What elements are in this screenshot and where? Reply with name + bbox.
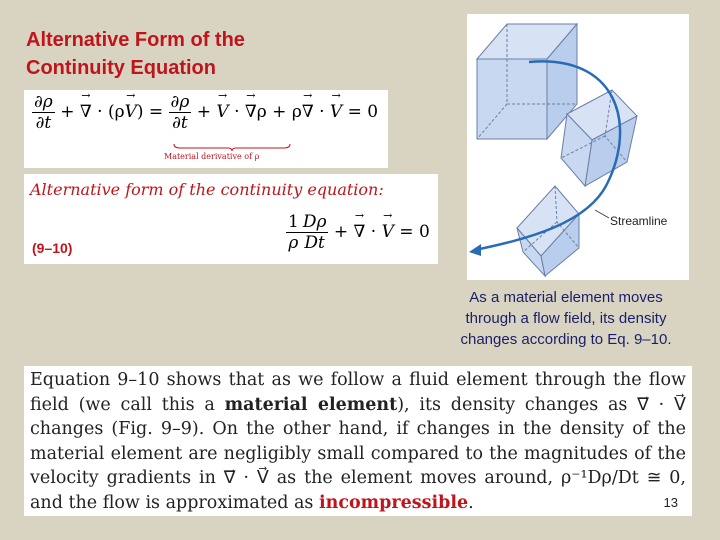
title-line-2: Continuity Equation — [26, 57, 216, 79]
equation-1-box — [24, 90, 388, 168]
paragraph-part-2: ), its density changes as ∇⃗ · V⃗ changes (Fig. 9–9). On the other hand, if changes in the density of the material element are negligibly small compared to the magnitudes of the velocity gradients in ∇⃗ · V⃗ as the element moves around, ρ⁻¹Dρ/Dt ≅ 0, and the flow is approximated as — [30, 394, 686, 513]
figure-caption — [436, 287, 696, 350]
incompressible-term: incompressible — [318, 492, 469, 513]
paragraph-part-1: Equation 9–10 shows that as we follow a fluid element through the flow field (we call this a — [30, 370, 686, 415]
title-line-1: Alternative Form of the — [26, 29, 245, 51]
streamline-label: Streamline — [610, 214, 668, 228]
paragraph-text — [24, 366, 692, 515]
material-element-figure — [467, 14, 689, 280]
equation-2: $\frac{1}{\rho}$ $\frac{D\rho}{Dt}$ + → ∇ · → V = 0 — [286, 212, 430, 253]
figure-panel — [467, 14, 689, 280]
underbrace — [172, 142, 292, 152]
paragraph-box — [24, 366, 692, 516]
slide-title — [26, 26, 326, 82]
equation-2-box — [24, 174, 438, 264]
streamline-arrowhead — [469, 244, 481, 256]
page-number: 13 — [663, 495, 678, 510]
caption-line-1: As a material element moves — [469, 289, 663, 306]
paragraph-end: . — [468, 492, 474, 513]
caption-line-2: through a flow field, its density — [465, 310, 667, 327]
underbrace-label: Material derivative of ρ — [164, 152, 260, 161]
streamline-leader — [595, 210, 609, 218]
caption-line-3: changes according to Eq. 9–10. — [460, 331, 672, 348]
material-element-term: material element — [224, 394, 398, 415]
cube-large — [477, 24, 577, 139]
equation-number: (9–10) — [32, 240, 73, 256]
equation-2-label: Alternative form of the continuity equation: — [30, 180, 384, 199]
equation-1: $\frac{\partial\rho}{\partial t}$ + → ∇ · (ρ→ V) = $\frac{\partial\rho}{\partial t}$ + → V · → ∇ρ + ρ→ ∇ · → V = 0 — [32, 92, 378, 133]
